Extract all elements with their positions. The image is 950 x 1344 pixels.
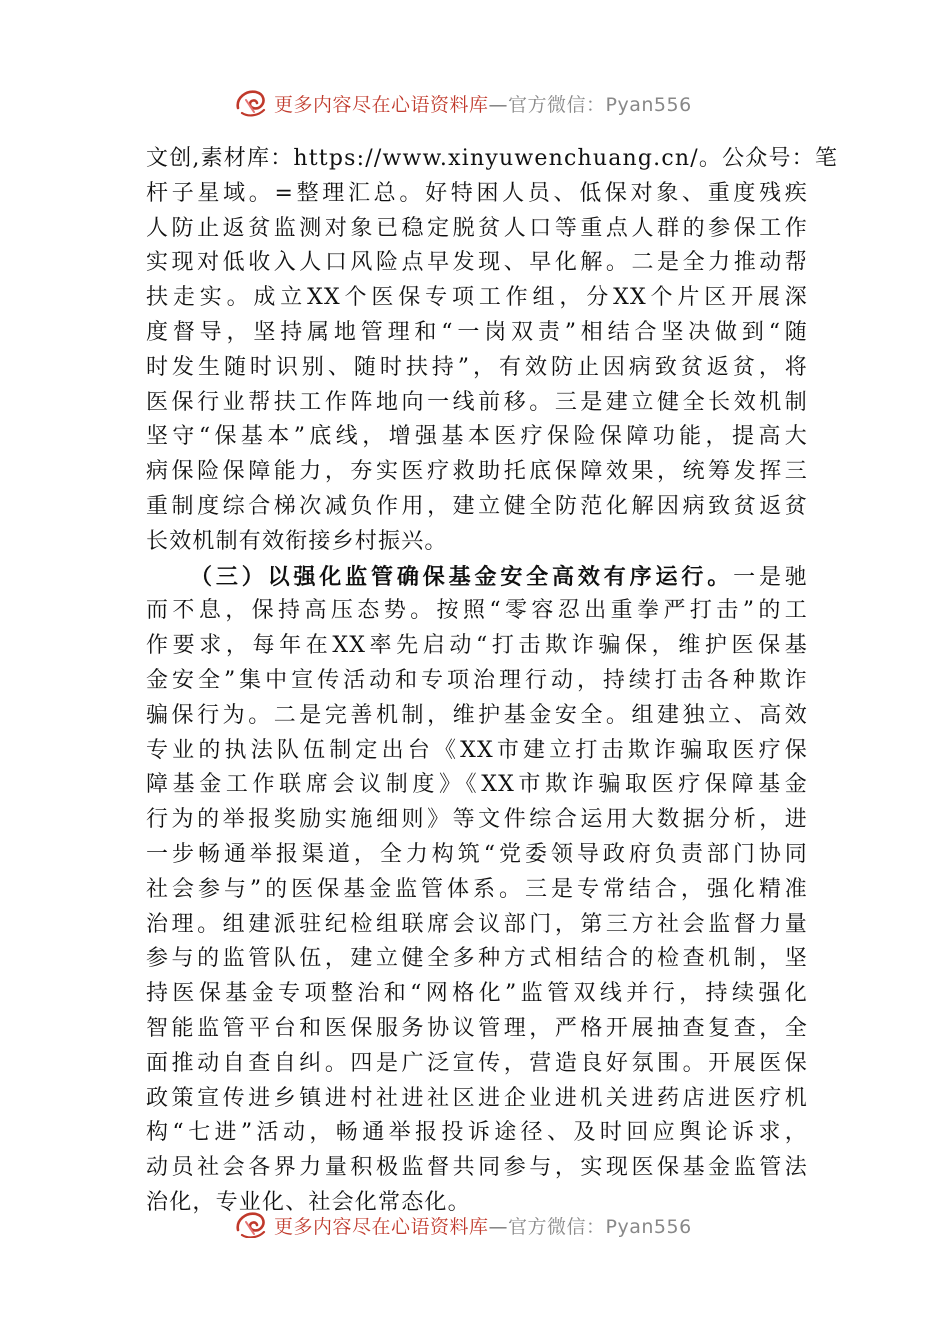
text-line: 面推动自查自纠。四是广泛宣传，营造良好氛围。开展医保: [146, 1050, 808, 1076]
text-line: 坚守“保基本”底线，增强基本医疗保险保障功能，提高大: [146, 424, 808, 450]
text-line: 专业的执法队伍制定出台《XX市建立打击欺诈骗取医疗保: [146, 737, 808, 763]
text-line: 医保行业帮扶工作阵地向一线前移。三是建立健全长效机制: [146, 389, 808, 415]
section-heading: （三）以强化监管确保基金安全高效有序运行。: [190, 563, 734, 590]
text-line: 而不息，保持高压态势。按照“零容忍出重拳严打击”的工: [146, 598, 808, 624]
text-line: 重制度综合梯次减负作用，建立健全防范化解因病致贫返贫: [146, 493, 808, 519]
text-line: 骗保行为。二是完善机制，维护基金安全。组建独立、高效: [146, 702, 808, 728]
text-line: 长效机制有效衔接乡村振兴。: [146, 528, 448, 554]
text-line: 构“七进”活动，畅通举报投诉途径、及时回应舆论诉求，: [146, 1120, 808, 1146]
text-line: 作要求，每年在XX率先启动“打击欺诈骗保，维护医保基: [146, 633, 808, 659]
text-line: 杆子星域。=整理汇总。好特困人员、低保对象、重度残疾: [146, 180, 808, 206]
body-text: [146, 142, 839, 1221]
text-line: 动员社会各界力量积极监督共同参与，实现医保基金监管法: [146, 1155, 808, 1181]
text-line: 社会参与”的医保基金监管体系。三是专常结合，强化精准: [146, 876, 808, 902]
header-watermark-text: 更多内容尽在心语资料库—官方微信：Pyan556: [274, 93, 692, 116]
footer-watermark: [232, 1206, 692, 1238]
text-line: 病保险保障能力，夯实医疗救助托底保障效果，统筹发挥三: [146, 459, 808, 485]
text-line: 扶走实。成立XX个医保专项工作组，分XX个片区开展深: [146, 285, 808, 311]
text-line: 时发生随时识别、随时扶持”，有效防止因病致贫返贫，将: [146, 354, 808, 380]
red-swirl-logo-icon: [232, 86, 270, 120]
header-watermark: [232, 86, 692, 120]
text-line: 文创,素材库：https://www.xinyuwenchuang.cn/。公众号：笔: [146, 146, 839, 171]
text-line: 治化，专业化、社会化常态化。: [146, 1189, 471, 1215]
red-swirl-logo-icon: [232, 1208, 270, 1238]
section-heading-line: [146, 560, 808, 595]
text-line: 参与的监管队伍，建立健全多种方式相结合的检查机制，坚: [146, 946, 808, 972]
text-line: 人防止返贫监测对象已稳定脱贫人口等重点人群的参保工作: [146, 215, 808, 241]
text-line: 政策宣传进乡镇进村社进社区进企业进机关进药店进医疗机: [146, 1085, 808, 1111]
text-line: 一步畅通举报渠道，全力构筑“党委领导政府负责部门协同: [146, 841, 808, 867]
heading-line-rest: 一是驰: [733, 564, 808, 590]
text-line: 持医保基金专项整治和“网格化”监管双线并行，持续强化: [146, 981, 808, 1007]
text-line: 实现对低收入人口风险点早发现、早化解。二是全力推动帮: [146, 250, 808, 276]
text-line: 行为的举报奖励实施细则》等文件综合运用大数据分析，进: [146, 807, 808, 833]
text-line: 障基金工作联席会议制度》《XX市欺诈骗取医疗保障基金: [146, 772, 808, 798]
footer-watermark-text: 更多内容尽在心语资料库—官方微信：Pyan556: [274, 1215, 692, 1238]
text-line: 智能监管平台和医保服务协议管理，严格开展抽查复查，全: [146, 1015, 808, 1041]
text-line: 度督导，坚持属地管理和“一岗双责”相结合坚决做到“随: [146, 319, 808, 345]
text-line: 治理。组建派驻纪检组联席会议部门，第三方社会监督力量: [146, 911, 808, 937]
text-line: 金安全”集中宣传活动和专项治理行动，持续打击各种欺诈: [146, 667, 808, 693]
